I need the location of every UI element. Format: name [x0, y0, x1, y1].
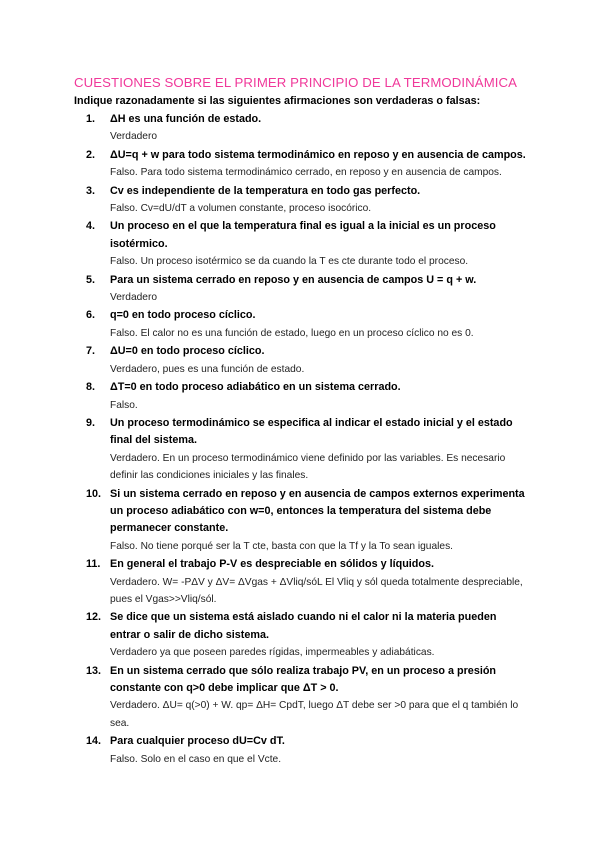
list-item — [0, 663, 530, 733]
list-item — [0, 609, 530, 661]
question-text: q=0 en todo proceso cíclico. — [110, 309, 256, 322]
question-text: Se dice que un sistema está aislado cuando ni el calor ni la materia pueden entrar o salir de dicho sistema. — [110, 611, 497, 641]
answer-text: Falso. No tiene porqué ser la T cte, basta con que la Tf y la To sean iguales. — [110, 540, 453, 552]
list-item — [0, 183, 530, 218]
item-number: 4. — [86, 220, 96, 233]
question-text: Si un sistema cerrado en reposo y en ausencia de campos externos experimenta un proceso adiabático con w=0, entonces la temperatura del sistema debe permanecer constante. — [110, 487, 525, 535]
list-item — [0, 379, 530, 414]
item-number: 12. — [86, 611, 102, 624]
question-text: Cv es independiente de la temperatura en todo gas perfecto. — [110, 184, 421, 197]
question-text: Un proceso termodinámico se especifica al indicar el estado inicial y el estado final del sistema. — [110, 416, 513, 447]
list-item — [0, 111, 530, 146]
list-item — [0, 415, 530, 485]
question-text: ΔH es una función de estado. — [110, 113, 262, 125]
list-item — [0, 218, 530, 270]
item-number: 8. — [86, 381, 96, 394]
item-number: 11. — [86, 558, 101, 571]
item-number: 7. — [86, 345, 96, 358]
question-text: Para cualquier proceso dU=Cv dT. — [110, 735, 285, 748]
item-number: 2. — [86, 148, 96, 161]
question-text: En general el trabajo P-V es despreciable en sólidos y líquidos. — [110, 558, 435, 571]
item-number: 9. — [86, 416, 96, 429]
question-text: ΔU=q + w para todo sistema termodinámico en reposo y en ausencia de campos. — [110, 148, 526, 161]
question-text: Para un sistema cerrado en reposo y en ausencia de campos U = q + w. — [110, 273, 477, 286]
answer-text: Falso. Solo en el caso en que el Vcte. — [110, 753, 282, 765]
item-number: 1. — [86, 113, 96, 125]
answer-text: Verdadero, pues es una función de estado. — [110, 363, 305, 375]
list-item — [0, 486, 530, 556]
answer-text: Verdadero. ΔU= q(>0) + W. qp= ΔH= CpdT, luego ΔT debe ser >0 para que el q también lo sea. — [110, 700, 519, 729]
list-item — [0, 272, 530, 307]
answer-text: Verdadero ya que poseen paredes rígidas, impermeables y adiabáticas. — [110, 647, 435, 659]
answer-text: Verdadero — [110, 131, 158, 143]
page-title: CUESTIONES SOBRE EL PRIMER PRINCIPIO DE LA TERMODINÁMICA — [74, 75, 518, 90]
list-item — [0, 343, 530, 378]
answer-text: Falso. Para todo sistema termodinámico cerrado, en reposo y en ausencia de campos. — [110, 167, 502, 179]
question-text: Un proceso en el que la temperatura final es igual a la inicial es un proceso isotérmico. — [110, 220, 496, 250]
answer-text: Verdadero. En un proceso termodinámico viene definido por las variables. Es necesario definir las condiciones iniciales y las finales. — [110, 452, 506, 482]
question-list — [0, 111, 600, 769]
list-item — [0, 733, 530, 768]
item-number: 3. — [86, 184, 96, 197]
item-number: 5. — [86, 273, 96, 286]
item-number: 14. — [86, 735, 102, 748]
item-number: 10. — [86, 487, 102, 500]
list-item — [0, 307, 530, 342]
instructions: Indique razonadamente si las siguientes afirmaciones son verdaderas o falsas: — [74, 95, 481, 107]
answer-text: Verdadero — [110, 292, 158, 304]
answer-text: Falso. — [110, 399, 138, 411]
item-number: 13. — [86, 664, 102, 677]
list-item — [0, 556, 530, 608]
question-text: ΔT=0 en todo proceso adiabático en un sistema cerrado. — [110, 381, 401, 394]
answer-text: Falso. Un proceso isotérmico se da cuando la T es cte durante todo el proceso. — [110, 256, 469, 268]
item-number: 6. — [86, 309, 96, 322]
question-text: En un sistema cerrado que sólo realiza trabajo PV, en un proceso a presión constante con q>0 debe implicar que ΔT > 0. — [110, 664, 497, 694]
list-item — [0, 147, 530, 182]
answer-text: Verdadero. W= -PΔV y ΔV= ΔVgas + ΔVliq/sóL El Vliq y sól queda totalmente despreciable, pues el Vgas>>Vliq/sól. — [110, 576, 523, 605]
answer-text: Falso. Cv=dU/dT a volumen constante, proceso isocórico. — [110, 203, 372, 215]
answer-text: Falso. El calor no es una función de estado, luego en un proceso cíclico no es 0. — [110, 327, 474, 339]
question-text: ΔU=0 en todo proceso cíclico. — [110, 345, 265, 358]
